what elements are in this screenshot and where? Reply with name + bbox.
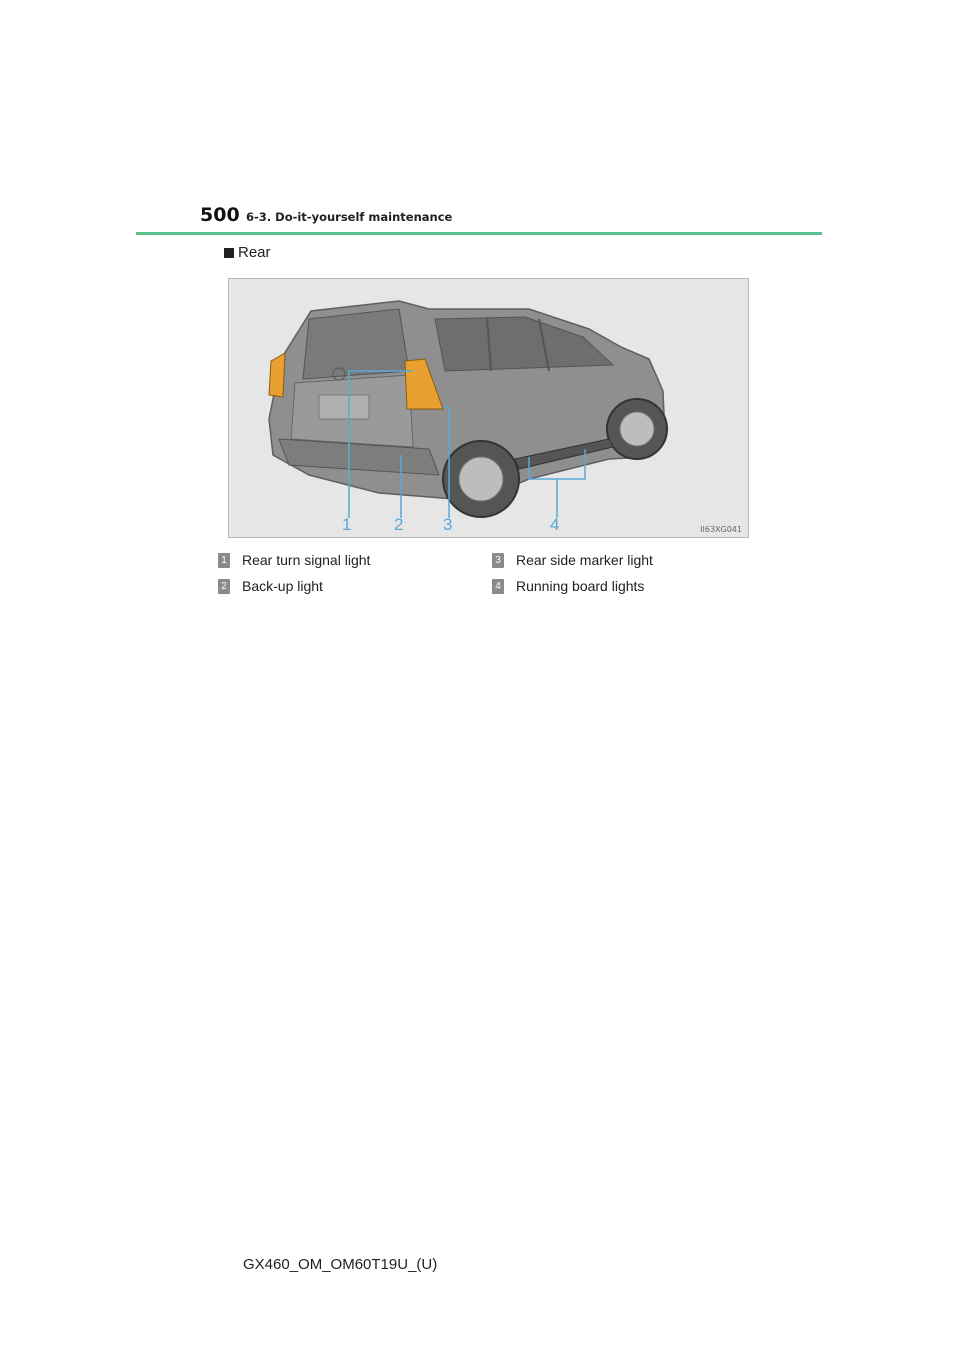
legend-label: Rear turn signal light [242, 552, 371, 568]
subheading [224, 244, 271, 261]
section-title: 6-3. Do-it-yourself maintenance [246, 210, 453, 224]
vehicle-rear-illustration [228, 278, 749, 538]
page-number: 500 [200, 204, 240, 226]
legend-label: Back-up light [242, 578, 323, 594]
header-rule [136, 232, 822, 235]
number-badge: 1 [218, 553, 230, 568]
callout-1: 1 [342, 515, 352, 534]
legend-label: Rear side marker light [516, 552, 653, 568]
callout-4: 4 [550, 515, 560, 534]
legend-item [492, 578, 644, 594]
callout-3: 3 [443, 515, 453, 534]
figure-code: II63XG041 [700, 525, 742, 534]
side-windows [435, 317, 613, 371]
subheading-text: Rear [238, 244, 271, 261]
square-bullet-icon [224, 248, 234, 258]
footer-doc-code: GX460_OM_OM60T19U_(U) [243, 1256, 438, 1273]
rear-window [303, 309, 409, 379]
legend-label: Running board lights [516, 578, 645, 594]
legend-item [218, 578, 323, 594]
vehicle-drawing [229, 279, 748, 537]
number-badge: 2 [218, 579, 230, 594]
left-taillight [269, 353, 285, 397]
legend-item [218, 552, 370, 568]
number-badge: 4 [492, 579, 504, 594]
legend-item [492, 552, 653, 568]
number-badge: 3 [492, 553, 504, 568]
callout-2: 2 [394, 515, 404, 534]
